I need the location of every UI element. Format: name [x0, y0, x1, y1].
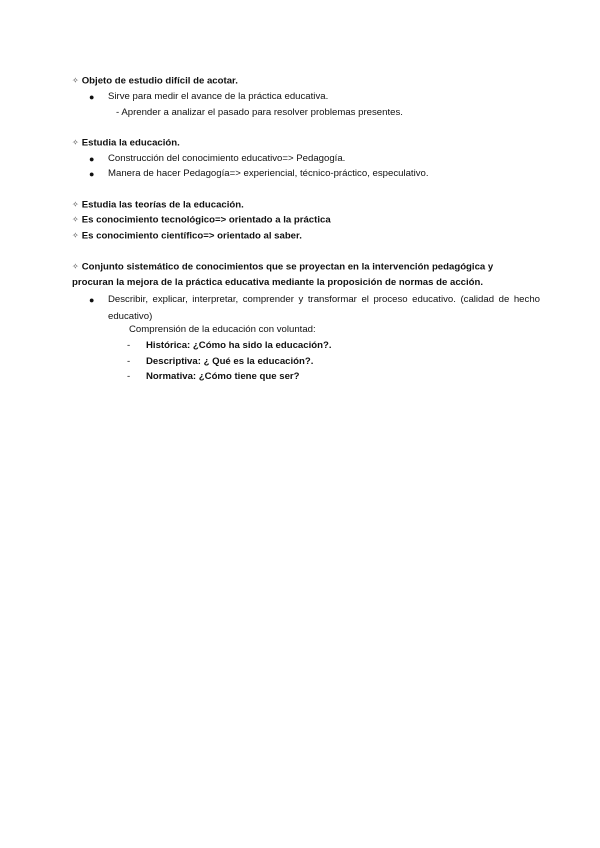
section-1-heading-text: Objeto de estudio difícil de acotar.: [81, 75, 238, 87]
dash-icon: -: [127, 356, 131, 367]
section-1-heading: [72, 75, 238, 88]
section-4-dash-item-1: Histórica: ¿Cómo ha sido la educación?.: [146, 340, 332, 351]
dash-icon: -: [127, 340, 131, 351]
section-1-sub: - Aprender a analizar el pasado para resolver problemas presentes.: [116, 107, 403, 118]
section-4-dash-item-2: Descriptiva: ¿ Qué es la educación?.: [146, 356, 314, 367]
bullet-icon: ●: [89, 92, 95, 102]
section-3-heading-1: [72, 199, 244, 212]
diamond-icon: ✧: [72, 200, 79, 209]
diamond-icon: ✧: [72, 262, 79, 271]
dash-icon: -: [127, 371, 131, 382]
section-2-bullet-1: Construcción del conocimiento educativo=> Pedagogía.: [108, 153, 346, 164]
section-3-heading-3: [72, 230, 302, 243]
diamond-icon: ✧: [72, 231, 79, 240]
section-4-heading-line-1-text: Conjunto sistemático de conocimientos que se proyectan en la intervención pedagógica y: [81, 261, 494, 273]
bullet-icon: ●: [89, 169, 95, 179]
diamond-icon: ✧: [72, 76, 79, 85]
section-4-bullet: Describir, explicar, interpretar, comprender y transformar el proceso educativo. (calidad de hecho educativo): [108, 294, 540, 322]
section-4-heading-line-2: procuran la mejora de la práctica educativa mediante la proposición de normas de acción.: [72, 277, 484, 288]
section-3-heading-2: [72, 214, 331, 227]
bullet-icon: ●: [89, 295, 95, 305]
section-1-bullet: Sirve para medir el avance de la práctica educativa.: [108, 91, 329, 102]
section-2-bullet-2: Manera de hacer Pedagogía=> experiencial, técnico-práctico, especulativo.: [108, 168, 429, 179]
section-2-heading-text: Estudia la educación.: [81, 137, 180, 149]
section-3-heading-2-text: Es conocimiento tecnológico=> orientado a la práctica: [81, 214, 331, 226]
diamond-icon: ✧: [72, 138, 79, 147]
section-4-sub-intro: Comprensión de la educación con voluntad:: [129, 324, 316, 335]
section-3-heading-3-text: Es conocimiento científico=> orientado al saber.: [81, 230, 302, 242]
diamond-icon: ✧: [72, 215, 79, 224]
section-4-dash-item-3: Normativa: ¿Cómo tiene que ser?: [146, 371, 300, 382]
section-3-heading-1-text: Estudia las teorías de la educación.: [81, 199, 244, 211]
bullet-icon: ●: [89, 154, 95, 164]
section-4-heading-line-1: [72, 261, 493, 274]
section-2-heading: [72, 137, 180, 150]
